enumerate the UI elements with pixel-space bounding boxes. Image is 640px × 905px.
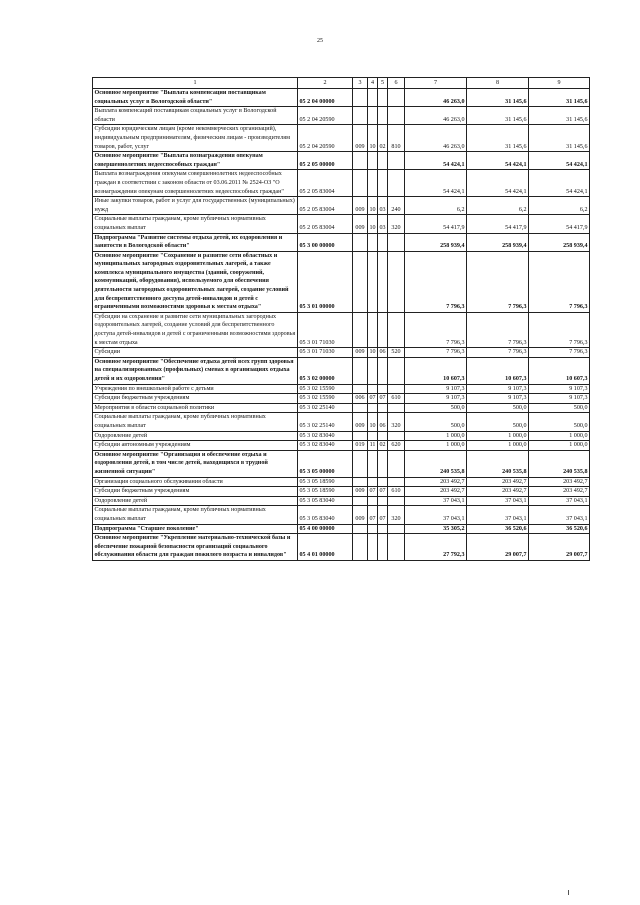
subsection-code-cell: 07 <box>378 394 388 404</box>
section-code-cell <box>368 534 378 561</box>
table-row <box>93 487 590 497</box>
ministry-code-cell: 019 <box>353 441 368 451</box>
amount-col8-cell: 29 007,7 <box>467 534 529 561</box>
header-cell: 7 <box>405 78 467 89</box>
table-row <box>93 215 590 233</box>
row-name-cell: Основное мероприятие "Выплата компенсации поставщикам социальных услуг в Вологодской области" <box>93 89 298 107</box>
amount-col9-cell: 1 000,0 <box>529 431 590 441</box>
table-row <box>93 197 590 215</box>
table-row <box>93 233 590 251</box>
amount-col7-cell: 1 000,0 <box>405 441 467 451</box>
ministry-code-cell <box>353 524 368 534</box>
ministry-code-cell <box>353 357 368 384</box>
amount-col9-cell: 29 007,7 <box>529 534 590 561</box>
ministry-code-cell <box>353 384 368 394</box>
ministry-code-cell <box>353 477 368 487</box>
row-name-cell: Субсидии на сохранение и развитие сети муниципальных загородных оздоровительных лагерей, создание условий для беспрепятственного доступа детей-инвалидов и детей с ограниченными возможностями здоровья к местам отдыха <box>93 312 298 347</box>
subsection-code-cell <box>378 477 388 487</box>
target-code-cell: 05 3 00 00000 <box>298 233 353 251</box>
target-code-cell: 05 3 02 25140 <box>298 413 353 431</box>
subsection-code-cell <box>378 152 388 170</box>
ministry-code-cell <box>353 450 368 477</box>
subsection-code-cell: 07 <box>378 506 388 524</box>
expense-type-cell: 240 <box>388 197 405 215</box>
target-code-cell: 05 3 01 71030 <box>298 348 353 358</box>
amount-col7-cell: 7 796,3 <box>405 348 467 358</box>
section-code-cell: 10 <box>368 215 378 233</box>
amount-col8-cell: 31 145,6 <box>467 107 529 125</box>
target-code-cell: 05 3 01 00000 <box>298 251 353 312</box>
target-code-cell: 05 3 02 00000 <box>298 357 353 384</box>
section-code-cell: 11 <box>368 441 378 451</box>
subsection-code-cell: 07 <box>378 487 388 497</box>
target-code-cell: 05 2 05 83004 <box>298 215 353 233</box>
ministry-code-cell <box>353 89 368 107</box>
section-code-cell <box>368 251 378 312</box>
table-row <box>93 394 590 404</box>
ministry-code-cell <box>353 251 368 312</box>
amount-col8-cell: 10 607,3 <box>467 357 529 384</box>
row-name-cell: Учреждения по внешкольной работе с детьми <box>93 384 298 394</box>
target-code-cell: 05 3 02 15590 <box>298 394 353 404</box>
target-code-cell: 05 2 04 20590 <box>298 125 353 152</box>
subsection-code-cell <box>378 496 388 506</box>
amount-col9-cell: 9 107,3 <box>529 394 590 404</box>
subsection-code-cell: 03 <box>378 215 388 233</box>
expense-type-cell <box>388 107 405 125</box>
subsection-code-cell: 06 <box>378 413 388 431</box>
amount-col7-cell: 6,2 <box>405 197 467 215</box>
amount-col7-cell: 203 492,7 <box>405 477 467 487</box>
expense-type-cell: 610 <box>388 394 405 404</box>
amount-col7-cell: 9 107,3 <box>405 394 467 404</box>
subsection-code-cell <box>378 107 388 125</box>
amount-col7-cell: 1 000,0 <box>405 431 467 441</box>
ministry-code-cell <box>353 403 368 413</box>
expense-type-cell: 320 <box>388 215 405 233</box>
expense-type-cell <box>388 496 405 506</box>
section-code-cell <box>368 477 378 487</box>
section-code-cell: 07 <box>368 394 378 404</box>
amount-col9-cell: 240 535,8 <box>529 450 590 477</box>
target-code-cell: 05 3 02 83040 <box>298 441 353 451</box>
target-code-cell: 05 3 05 00000 <box>298 450 353 477</box>
amount-col7-cell: 54 424,1 <box>405 152 467 170</box>
target-code-cell: 05 2 04 20590 <box>298 107 353 125</box>
row-name-cell: Субсидии бюджетным учреждениям <box>93 487 298 497</box>
table-row <box>93 170 590 197</box>
target-code-cell: 05 3 02 15590 <box>298 384 353 394</box>
amount-col9-cell: 37 043,1 <box>529 506 590 524</box>
amount-col9-cell: 7 796,3 <box>529 348 590 358</box>
amount-col8-cell: 203 492,7 <box>467 477 529 487</box>
subsection-code-cell <box>378 431 388 441</box>
amount-col7-cell: 35 305,2 <box>405 524 467 534</box>
subsection-code-cell <box>378 251 388 312</box>
table-header-row <box>93 78 590 89</box>
page-number: 25 <box>317 38 323 44</box>
header-cell: 3 <box>353 78 368 89</box>
amount-col8-cell: 7 796,3 <box>467 312 529 347</box>
amount-col7-cell: 46 263,0 <box>405 107 467 125</box>
amount-col7-cell: 54 424,1 <box>405 170 467 197</box>
table-row <box>93 477 590 487</box>
subsection-code-cell: 06 <box>378 348 388 358</box>
amount-col8-cell: 31 145,6 <box>467 89 529 107</box>
ministry-code-cell <box>353 233 368 251</box>
amount-col9-cell: 10 607,3 <box>529 357 590 384</box>
table-row <box>93 534 590 561</box>
header-cell: 9 <box>529 78 590 89</box>
table-row <box>93 384 590 394</box>
amount-col9-cell: 31 145,6 <box>529 89 590 107</box>
row-name-cell: Основное мероприятие "Сохранение и развитие сети областных и муниципальных загородных оздоровительных лагерей, а также комплекса муниципального имущества (зданий, сооружений, коммуникаций, оборудования), используемого для обеспечения деятельности загородных оздоровительных лагерей, создание условий для беспрепятственного доступа детей-инвалидов и детей с ограниченными возможностями здоровья к местам отдыха" <box>93 251 298 312</box>
amount-col9-cell: 500,0 <box>529 413 590 431</box>
amount-col8-cell: 7 796,3 <box>467 251 529 312</box>
amount-col7-cell: 240 535,8 <box>405 450 467 477</box>
budget-table <box>92 77 590 561</box>
ministry-code-cell <box>353 152 368 170</box>
section-code-cell <box>368 431 378 441</box>
amount-col7-cell: 500,0 <box>405 413 467 431</box>
table-row <box>93 441 590 451</box>
table-row <box>93 496 590 506</box>
amount-col8-cell: 36 520,6 <box>467 524 529 534</box>
expense-type-cell <box>388 357 405 384</box>
section-code-cell: 07 <box>368 487 378 497</box>
row-name-cell: Выплата компенсаций поставщикам социальных услуг в Вологодской области <box>93 107 298 125</box>
amount-col8-cell: 500,0 <box>467 413 529 431</box>
amount-col7-cell: 7 796,3 <box>405 312 467 347</box>
target-code-cell: 05 2 05 83004 <box>298 197 353 215</box>
amount-col8-cell: 258 939,4 <box>467 233 529 251</box>
amount-col8-cell: 37 043,1 <box>467 506 529 524</box>
amount-col8-cell: 6,2 <box>467 197 529 215</box>
row-name-cell: Подпрограмма "Развитие системы отдыха детей, их оздоровления и занятости в Вологодской области" <box>93 233 298 251</box>
expense-type-cell: 320 <box>388 413 405 431</box>
amount-col9-cell: 31 145,6 <box>529 125 590 152</box>
table-row <box>93 152 590 170</box>
amount-col9-cell: 7 796,3 <box>529 312 590 347</box>
target-code-cell: 05 2 05 00000 <box>298 152 353 170</box>
ministry-code-cell <box>353 431 368 441</box>
expense-type-cell: 520 <box>388 348 405 358</box>
table-row <box>93 403 590 413</box>
amount-col9-cell: 54 417,9 <box>529 215 590 233</box>
amount-col8-cell: 37 043,1 <box>467 496 529 506</box>
ministry-code-cell <box>353 534 368 561</box>
amount-col9-cell: 7 796,3 <box>529 251 590 312</box>
amount-col8-cell: 9 107,3 <box>467 384 529 394</box>
amount-col7-cell: 46 263,0 <box>405 89 467 107</box>
amount-col9-cell: 258 939,4 <box>529 233 590 251</box>
table-row <box>93 348 590 358</box>
table-row <box>93 357 590 384</box>
row-name-cell: Социальные выплаты гражданам, кроме публичных нормативных социальных выплат <box>93 215 298 233</box>
target-code-cell: 05 3 02 25140 <box>298 403 353 413</box>
scan-mark <box>568 890 569 895</box>
amount-col8-cell: 54 417,9 <box>467 215 529 233</box>
expense-type-cell: 810 <box>388 125 405 152</box>
expense-type-cell <box>388 233 405 251</box>
section-code-cell <box>368 357 378 384</box>
table-row <box>93 450 590 477</box>
section-code-cell: 10 <box>368 413 378 431</box>
table-row <box>93 431 590 441</box>
section-code-cell <box>368 152 378 170</box>
ministry-code-cell: 009 <box>353 348 368 358</box>
expense-type-cell <box>388 384 405 394</box>
expense-type-cell: 610 <box>388 487 405 497</box>
expense-type-cell <box>388 89 405 107</box>
subsection-code-cell <box>378 384 388 394</box>
header-cell: 4 <box>368 78 378 89</box>
subsection-code-cell <box>378 534 388 561</box>
amount-col8-cell: 9 107,3 <box>467 394 529 404</box>
amount-col8-cell: 54 424,1 <box>467 170 529 197</box>
amount-col9-cell: 9 107,3 <box>529 384 590 394</box>
table-row <box>93 251 590 312</box>
amount-col8-cell: 1 000,0 <box>467 441 529 451</box>
row-name-cell: Подпрограмма "Старшее поколение" <box>93 524 298 534</box>
expense-type-cell <box>388 524 405 534</box>
row-name-cell: Основное мероприятие "Обеспечение отдыха детей всех групп здоровья на специализированных (профильных) сменах в организациях отдыха детей и их оздоровления" <box>93 357 298 384</box>
amount-col9-cell: 6,2 <box>529 197 590 215</box>
amount-col8-cell: 1 000,0 <box>467 431 529 441</box>
amount-col7-cell: 7 796,3 <box>405 251 467 312</box>
target-code-cell: 05 3 01 71030 <box>298 312 353 347</box>
target-code-cell: 05 2 05 83004 <box>298 170 353 197</box>
row-name-cell: Иные закупки товаров, работ и услуг для государственных (муниципальных) нужд <box>93 197 298 215</box>
table-row <box>93 524 590 534</box>
amount-col7-cell: 258 939,4 <box>405 233 467 251</box>
ministry-code-cell <box>353 170 368 197</box>
table-row <box>93 107 590 125</box>
subsection-code-cell <box>378 403 388 413</box>
expense-type-cell <box>388 450 405 477</box>
section-code-cell <box>368 403 378 413</box>
amount-col7-cell: 10 607,3 <box>405 357 467 384</box>
row-name-cell: Основное мероприятие "Укрепление материально-технической базы и обеспечение пожарной безопасности организаций социального обслуживания области для граждан пожилого возраста и инвалидов" <box>93 534 298 561</box>
expense-type-cell: 320 <box>388 506 405 524</box>
amount-col7-cell: 37 043,1 <box>405 496 467 506</box>
amount-col7-cell: 9 107,3 <box>405 384 467 394</box>
row-name-cell: Основное мероприятие "Организация и обеспечение отдыха и оздоровления детей, в том числе детей, находящихся в трудной жизненной ситуации" <box>93 450 298 477</box>
ministry-code-cell <box>353 496 368 506</box>
row-name-cell: Организация социального обслуживания области <box>93 477 298 487</box>
target-code-cell: 05 4 01 00000 <box>298 534 353 561</box>
expense-type-cell <box>388 403 405 413</box>
section-code-cell <box>368 89 378 107</box>
table-row <box>93 89 590 107</box>
amount-col7-cell: 203 492,7 <box>405 487 467 497</box>
amount-col9-cell: 1 000,0 <box>529 441 590 451</box>
row-name-cell: Субсидии бюджетным учреждениям <box>93 394 298 404</box>
expense-type-cell <box>388 251 405 312</box>
section-code-cell <box>368 233 378 251</box>
section-code-cell <box>368 524 378 534</box>
subsection-code-cell <box>378 357 388 384</box>
amount-col7-cell: 500,0 <box>405 403 467 413</box>
expense-type-cell: 620 <box>388 441 405 451</box>
subsection-code-cell <box>378 524 388 534</box>
section-code-cell <box>368 170 378 197</box>
table-row <box>93 125 590 152</box>
row-name-cell: Оздоровление детей <box>93 431 298 441</box>
expense-type-cell <box>388 312 405 347</box>
ministry-code-cell: 009 <box>353 413 368 431</box>
row-name-cell: Выплата вознаграждения опекунам совершеннолетних недееспособных граждан в соответствии с законом области от 03.06.2011 № 2524-ОЗ "О вознаграждении опекунам совершеннолетних недееспособных граждан" <box>93 170 298 197</box>
amount-col9-cell: 203 492,7 <box>529 487 590 497</box>
expense-type-cell <box>388 477 405 487</box>
expense-type-cell <box>388 431 405 441</box>
header-cell: 1 <box>93 78 298 89</box>
amount-col8-cell: 203 492,7 <box>467 487 529 497</box>
row-name-cell: Мероприятия в области социальной политики <box>93 403 298 413</box>
ministry-code-cell: 006 <box>353 394 368 404</box>
amount-col9-cell: 36 520,6 <box>529 524 590 534</box>
row-name-cell: Субсидии юридическим лицам (кроме некоммерческих организаций), индивидуальным предпринимателям, физическим лицам - производителям товаров, работ, услуг <box>93 125 298 152</box>
section-code-cell: 10 <box>368 197 378 215</box>
subsection-code-cell: 02 <box>378 441 388 451</box>
row-name-cell: Субсидии <box>93 348 298 358</box>
ministry-code-cell <box>353 312 368 347</box>
ministry-code-cell: 009 <box>353 197 368 215</box>
table-row <box>93 506 590 524</box>
section-code-cell: 07 <box>368 506 378 524</box>
section-code-cell <box>368 107 378 125</box>
target-code-cell: 05 3 05 83040 <box>298 506 353 524</box>
amount-col8-cell: 54 424,1 <box>467 152 529 170</box>
ministry-code-cell: 009 <box>353 506 368 524</box>
row-name-cell: Субсидии автономным учреждениям <box>93 441 298 451</box>
amount-col8-cell: 7 796,3 <box>467 348 529 358</box>
amount-col9-cell: 37 043,1 <box>529 496 590 506</box>
section-code-cell: 10 <box>368 348 378 358</box>
amount-col9-cell: 54 424,1 <box>529 152 590 170</box>
section-code-cell <box>368 496 378 506</box>
amount-col9-cell: 31 145,6 <box>529 107 590 125</box>
expense-type-cell <box>388 152 405 170</box>
subsection-code-cell <box>378 89 388 107</box>
header-cell: 2 <box>298 78 353 89</box>
subsection-code-cell <box>378 233 388 251</box>
section-code-cell <box>368 384 378 394</box>
ministry-code-cell: 009 <box>353 487 368 497</box>
row-name-cell: Оздоровление детей <box>93 496 298 506</box>
section-code-cell <box>368 450 378 477</box>
section-code-cell <box>368 312 378 347</box>
amount-col9-cell: 54 424,1 <box>529 170 590 197</box>
row-name-cell: Социальные выплаты гражданам, кроме публичных нормативных социальных выплат <box>93 413 298 431</box>
ministry-code-cell: 009 <box>353 215 368 233</box>
target-code-cell: 05 3 02 83040 <box>298 431 353 441</box>
target-code-cell: 05 3 05 18590 <box>298 477 353 487</box>
expense-type-cell <box>388 170 405 197</box>
target-code-cell: 05 3 05 83040 <box>298 496 353 506</box>
row-name-cell: Основное мероприятие "Выплата вознаграждения опекунам совершеннолетних недееспособных граждан" <box>93 152 298 170</box>
amount-col7-cell: 46 263,0 <box>405 125 467 152</box>
header-cell: 5 <box>378 78 388 89</box>
expense-type-cell <box>388 534 405 561</box>
row-name-cell: Социальные выплаты гражданам, кроме публичных нормативных социальных выплат <box>93 506 298 524</box>
section-code-cell: 10 <box>368 125 378 152</box>
amount-col8-cell: 500,0 <box>467 403 529 413</box>
subsection-code-cell <box>378 450 388 477</box>
amount-col8-cell: 240 535,8 <box>467 450 529 477</box>
target-code-cell: 05 2 04 00000 <box>298 89 353 107</box>
ministry-code-cell: 009 <box>353 125 368 152</box>
header-cell: 8 <box>467 78 529 89</box>
subsection-code-cell <box>378 170 388 197</box>
target-code-cell: 05 4 00 00000 <box>298 524 353 534</box>
ministry-code-cell <box>353 107 368 125</box>
header-cell: 6 <box>388 78 405 89</box>
amount-col9-cell: 203 492,7 <box>529 477 590 487</box>
subsection-code-cell <box>378 312 388 347</box>
table-row <box>93 413 590 431</box>
subsection-code-cell: 02 <box>378 125 388 152</box>
subsection-code-cell: 03 <box>378 197 388 215</box>
table-row <box>93 312 590 347</box>
amount-col7-cell: 54 417,9 <box>405 215 467 233</box>
target-code-cell: 05 3 05 18590 <box>298 487 353 497</box>
table-body <box>93 89 590 561</box>
amount-col7-cell: 27 792,3 <box>405 534 467 561</box>
amount-col9-cell: 500,0 <box>529 403 590 413</box>
amount-col7-cell: 37 043,1 <box>405 506 467 524</box>
amount-col8-cell: 31 145,6 <box>467 125 529 152</box>
